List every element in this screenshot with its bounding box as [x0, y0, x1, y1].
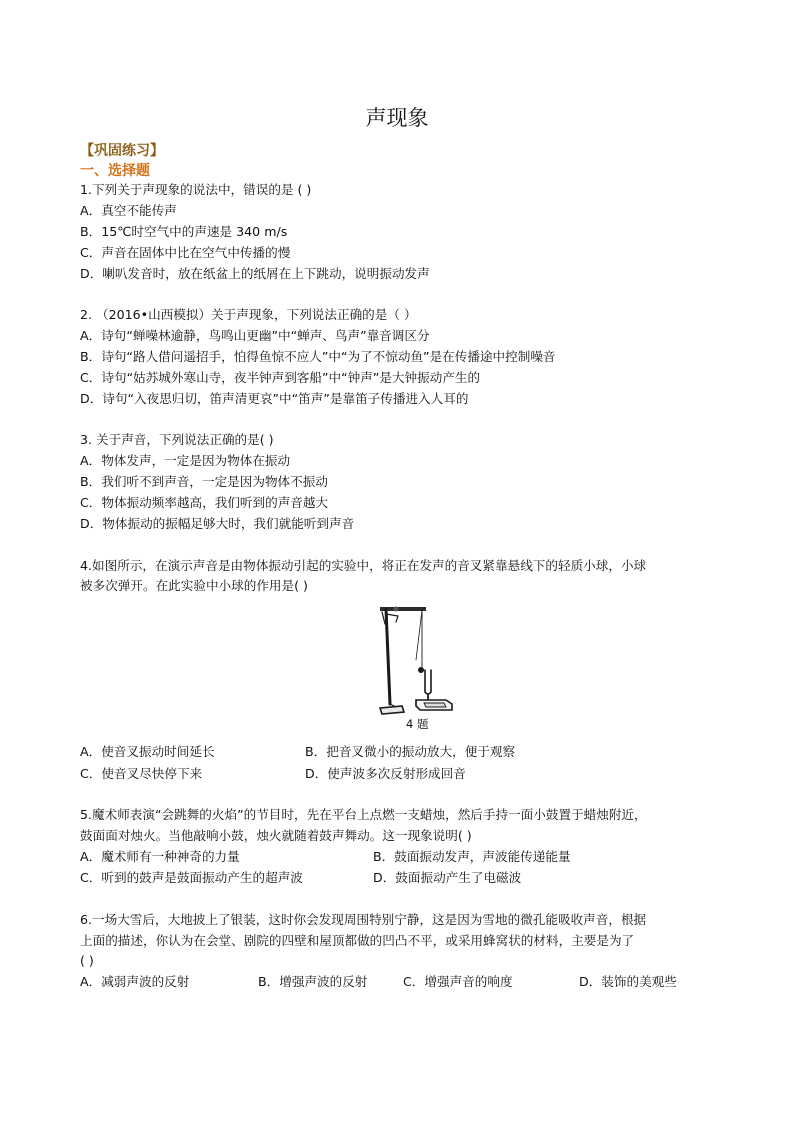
question-6-stem-line-1: 6.一场大雪后，大地披上了银装，这时你会发现周围特别宁静，这是因为雪地的微孔能吸收声音，根据 — [80, 912, 647, 927]
question-4-stem-line-1: 4.如图所示，在演示声音是由物体振动引起的实验中，将正在发声的音叉紧靠悬线下的轻质小球，小球 — [80, 558, 647, 573]
question-3-stem: 3. 关于声音，下列说法正确的是( ) — [80, 432, 274, 447]
question-6-stem-line-3: ( ) — [80, 953, 94, 968]
question-4-option-c: C．使音叉尽快停下来 — [80, 766, 203, 781]
question-3-option-d: D．物体振动的振幅足够大时，我们就能听到声音 — [80, 516, 355, 531]
question-5-stem-line-2: 鼓面面对烛火。当他敲响小鼓，烛火就随着鼓声舞动。这一现象说明( ) — [80, 828, 472, 843]
question-6-option-b: B．增强声波的反射 — [258, 974, 368, 989]
question-4-option-a: A．使音叉振动时间延长 — [80, 744, 215, 759]
question-5-option-d: D．鼓面振动产生了电磁波 — [373, 870, 522, 885]
tuning-fork-figure — [376, 604, 456, 716]
question-3-option-a: A．物体发声，一定是因为物体在振动 — [80, 453, 291, 468]
section-heading: 一、选择题 — [80, 163, 150, 179]
question-1-option-b: B．15℃时空气中的声速是 340 m/s — [80, 224, 288, 239]
question-2-option-a: A．诗句“蝉噪林逾静，鸟鸣山更幽”中“蝉声、鸟声”靠音调区分 — [80, 328, 430, 343]
question-2-stem: 2. （2016•山西模拟）关于声现象，下列说法正确的是（ ） — [80, 307, 417, 322]
question-3-option-b: B．我们听不到声音，一定是因为物体不振动 — [80, 474, 328, 489]
question-2-option-b: B．诗句“路人借问遥招手，怕得鱼惊不应人”中“为了不惊动鱼”是在传播途中控制噪音 — [80, 349, 556, 364]
question-5-option-b: B．鼓面振动发声，声波能传递能量 — [373, 849, 571, 864]
question-6-option-a: A．减弱声波的反射 — [80, 974, 190, 989]
figure-caption: 4 题 — [406, 717, 429, 731]
question-2-option-c: C．诗句“姑苏城外寒山寺，夜半钟声到客船”中“钟声”是大钟振动产生的 — [80, 370, 481, 385]
question-1-stem: 1.下列关于声现象的说法中，错误的是 ( ) — [80, 182, 312, 197]
question-5-option-a: A．魔术师有一种神奇的力量 — [80, 849, 240, 864]
question-4-option-b: B．把音叉微小的振动放大，便于观察 — [305, 744, 516, 759]
question-1-option-c: C．声音在固体中比在空气中传播的慢 — [80, 245, 291, 260]
section-tag: 【巩固练习】 — [80, 143, 164, 159]
question-1-option-a: A．真空不能传声 — [80, 203, 177, 218]
question-4-stem-line-2: 被多次弹开。在此实验中小球的作用是( ) — [80, 578, 308, 593]
question-2-option-d: D．诗句“入夜思归切，笛声清更哀”中“笛声”是靠笛子传播进入人耳的 — [80, 391, 469, 406]
question-5-option-c: C．听到的鼓声是鼓面振动产生的超声波 — [80, 870, 303, 885]
question-6-stem-line-2: 上面的描述，你认为在会堂、剧院的四壁和屋顶都做的凹凸不平，或采用蜂窝状的材料，主要是为了 — [80, 933, 635, 948]
question-6-option-c: C．增强声音的响度 — [403, 974, 513, 989]
question-6-option-d: D．装饰的美观些 — [579, 974, 677, 989]
question-4-option-d: D．使声波多次反射形成回音 — [305, 766, 466, 781]
question-3-option-c: C．物体振动频率越高，我们听到的声音越大 — [80, 495, 329, 510]
page-title: 声现象 — [365, 106, 429, 130]
question-1-option-d: D．喇叭发音时，放在纸盆上的纸屑在上下跳动，说明振动发声 — [80, 266, 430, 281]
question-5-stem-line-1: 5.魔术师表演“会跳舞的火焰”的节目时，先在平台上点燃一支蜡烛，然后手持一面小鼓置于蜡烛附近， — [80, 807, 647, 822]
